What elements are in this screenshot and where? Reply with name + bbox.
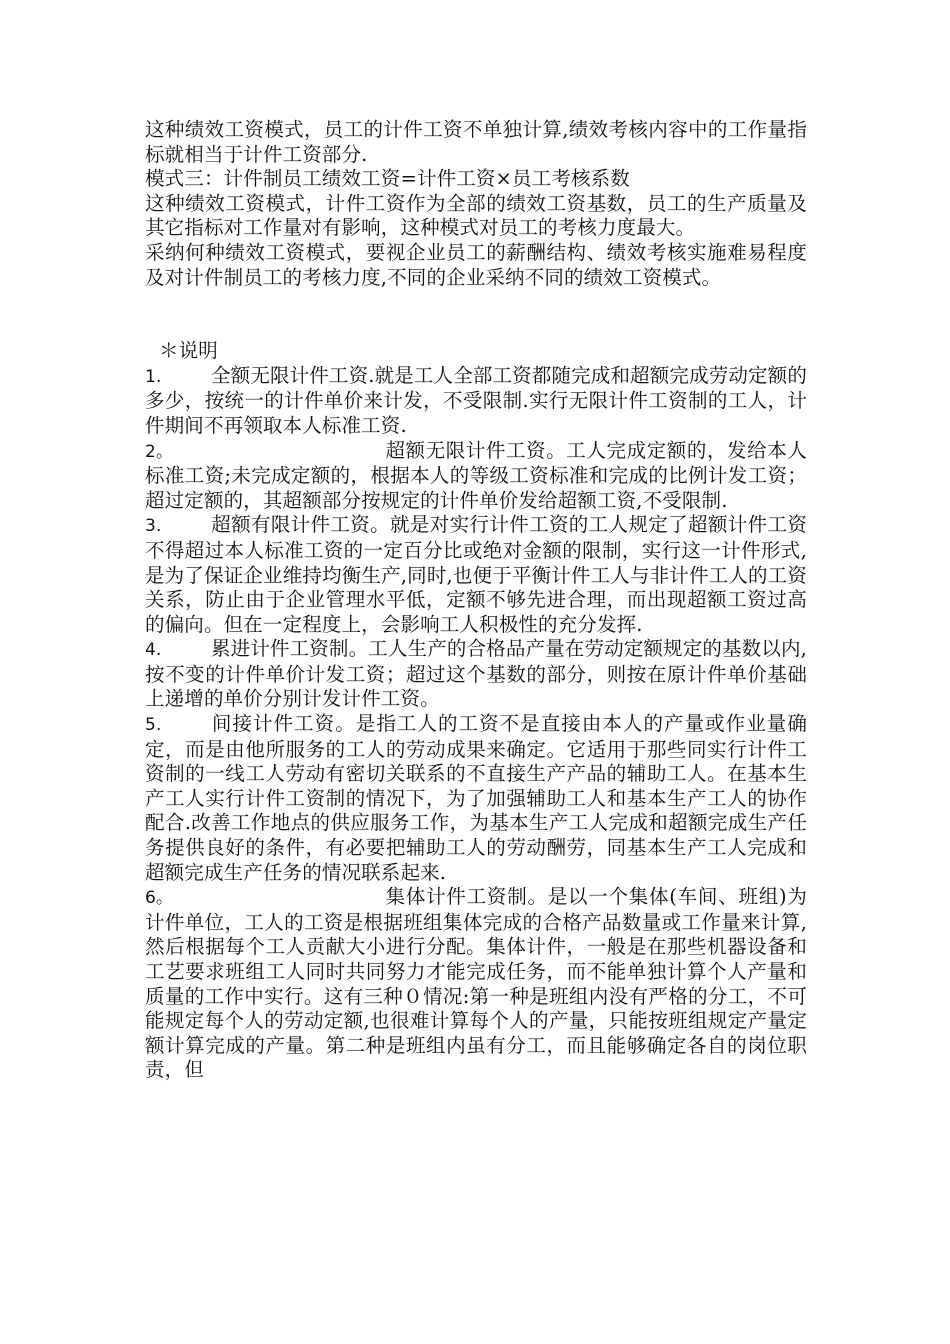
notes-heading: ＊说明 bbox=[159, 339, 218, 363]
note-item-2 bbox=[145, 439, 807, 514]
note-item-1 bbox=[145, 364, 807, 439]
note-item-4 bbox=[145, 637, 807, 712]
document-page bbox=[145, 118, 807, 1083]
note-text-2: 超额无限计件工资。工人完成定额的，发给本人标准工资;未完成定额的，根据本人的等级工资标准和完成的比例计发工资；超过定额的，其超额部分按规定的计件单价发给超额工资,不受限制. bbox=[145, 438, 807, 512]
note-text-6: 集体计件工资制。是以一个集体(车间、班组)为计件单位，工人的工资是根据班组集体完成的合格产品数量或工作量来计算,然后根据每个工人贡献大小进行分配。集体计件，一般是在那些机器设备和工艺要求班组工人同时共同努力才能完成任务，而不能单独计算个人产量和质量的工作中实行。这有三种０情况:第一种是班组内没有严格的分工，不可能规定每个人的劳动定额,也很难计算每个人的产量，只能按班组规定产量定额计算完成的产量。第二种是班组内虽有分工，而且能够确定各自的岗位职责，但 bbox=[145, 885, 807, 1082]
intro-paragraph-4: 采纳何种绩效工资模式，要视企业员工的薪酬结构、绩效考核实施难易程度及对计件制员工的考核力度,不同的企业采纳不同的绩效工资模式。 bbox=[145, 240, 807, 289]
note-number-6: 6。 bbox=[145, 888, 174, 909]
intro-paragraph-1: 这种绩效工资模式，员工的计件工资不单独计算,绩效考核内容中的工作量指标就相当于计件工资部分. bbox=[145, 118, 807, 166]
note-text-3: 超额有限计件工资。就是对实行计件工资的工人规定了超额计件工资不得超过本人标准工资的一定百分比或绝对金额的限制，实行这一计件形式,是为了保证企业维持均衡生产,同时,也便于平衡计件工人与非计件工人的工资关系，防止由于企业管理水平低，定额不够先进合理，而出现超额工资过高的偏向。但在一定程度上，会影响工人积极性的充分发挥. bbox=[145, 513, 807, 636]
note-number-3: 3. bbox=[145, 516, 162, 537]
note-item-3 bbox=[145, 513, 807, 637]
mode-three-formula: 模式三：计件制员工绩效工资=计件工资×员工考核系数 bbox=[145, 167, 630, 191]
note-item-6 bbox=[145, 885, 807, 1083]
intro-paragraph-3: 这种绩效工资模式，计件工资作为全部的绩效工资基数，员工的生产质量及其它指标对工作量对有影响，这种模式对员工的考核力度最大。 bbox=[145, 191, 807, 240]
note-text-5: 间接计件工资。是指工人的工资不是直接由本人的产量或作业量确定，而是由他所服务的工人的劳动成果来确定。它适用于那些同实行计件工资制的一线工人劳动有密切关联系的不直接生产产品的辅助工人。在基本生产工人实行计件工资制的情况下，为了加强辅助工人和基本生产工人的协作配合.改善工作地点的供应服务工作，为基本生产工人完成和超额完成生产任务提供良好的条件，有必要把辅助工人的劳动酬劳，同基本生产工人完成和超额完成生产任务的情况联系起来. bbox=[145, 712, 807, 884]
note-text-4: 累进计件工资制。工人生产的合格品产量在劳动定额规定的基数以内,按不变的计件单价计发工资；超过这个基数的部分，则按在原计件单价基础上递增的单价分别计发计件工资。 bbox=[145, 637, 807, 711]
note-number-4: 4. bbox=[145, 640, 162, 661]
note-text-1: 全额无限计件工资.就是工人全部工资都随完成和超额完成劳动定额的多少，按统一的计件单价来计发，不受限制.实行无限计件工资制的工人，计件期间不再领取本人标准工资. bbox=[145, 363, 807, 437]
note-number-5: 5. bbox=[145, 715, 162, 736]
section-gap bbox=[145, 290, 807, 339]
note-number-1: 1. bbox=[145, 366, 162, 387]
note-item-5 bbox=[145, 712, 807, 885]
note-number-2: 2。 bbox=[145, 441, 174, 462]
